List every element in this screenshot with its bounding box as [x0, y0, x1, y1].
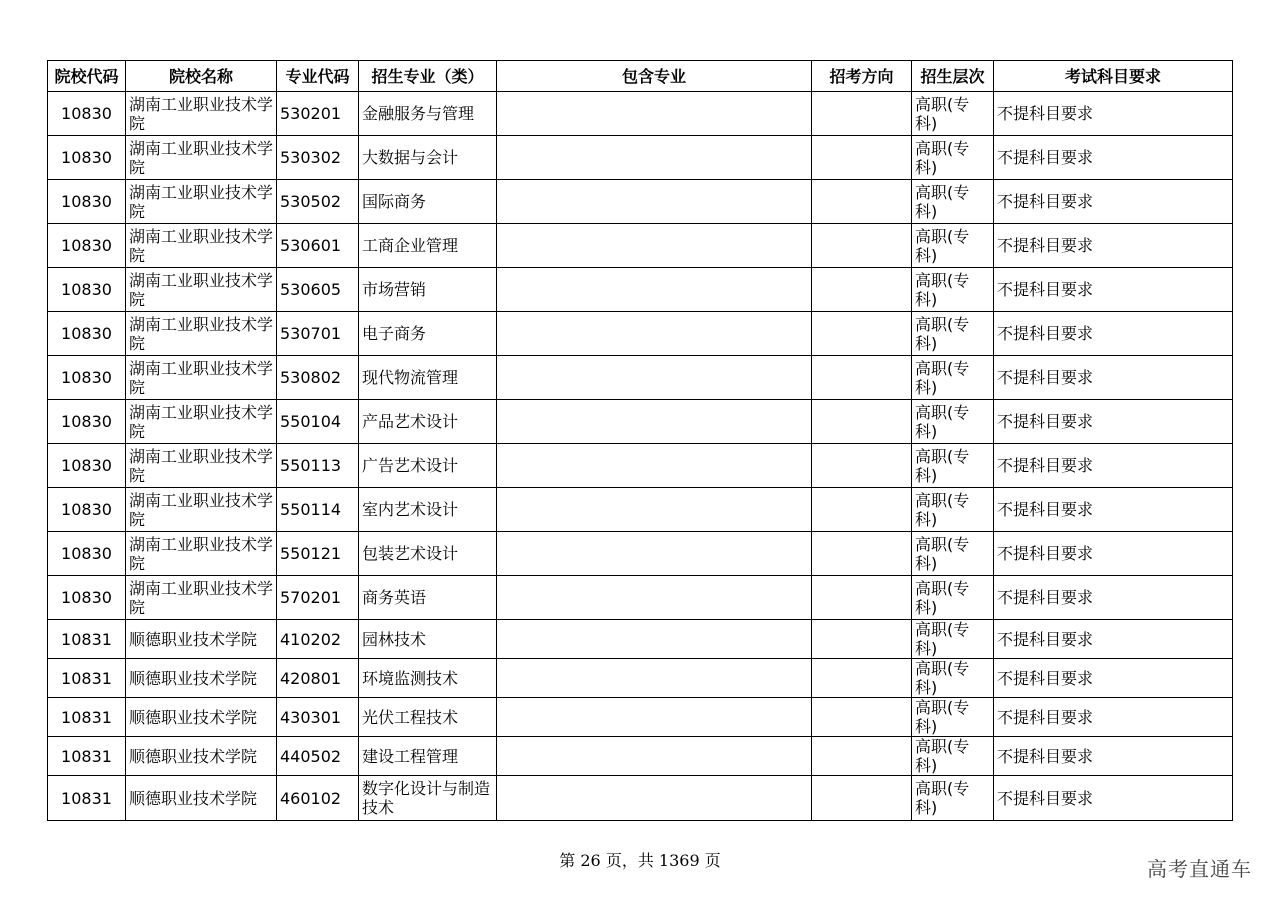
included-majors-cell: [497, 737, 812, 776]
exam-requirement-cell: 不提科目要求: [994, 659, 1233, 698]
school-name-cell: 湖南工业职业技术学院: [126, 92, 277, 136]
major-code-cell: 550104: [277, 400, 359, 444]
table-row: [48, 92, 1233, 136]
direction-cell: [812, 356, 912, 400]
major-code-cell: 410202: [277, 620, 359, 659]
level-cell: 高职(专科): [912, 400, 994, 444]
major-code-cell: 530201: [277, 92, 359, 136]
school-code-cell: 10831: [48, 620, 126, 659]
school-name-cell: 湖南工业职业技术学院: [126, 488, 277, 532]
included-majors-cell: [497, 488, 812, 532]
direction-cell: [812, 444, 912, 488]
level-cell: 高职(专科): [912, 698, 994, 737]
school-name-cell: 湖南工业职业技术学院: [126, 444, 277, 488]
direction-cell: [812, 312, 912, 356]
exam-requirement-cell: 不提科目要求: [994, 532, 1233, 576]
table-row: [48, 576, 1233, 620]
major-cell: 包装艺术设计: [359, 532, 497, 576]
school-code-cell: 10830: [48, 136, 126, 180]
page-footer: 第 26 页，共 1369 页: [559, 851, 721, 870]
major-cell: 市场营销: [359, 268, 497, 312]
included-majors-cell: [497, 400, 812, 444]
table-row: [48, 356, 1233, 400]
level-cell: 高职(专科): [912, 532, 994, 576]
school-code-cell: 10831: [48, 698, 126, 737]
level-cell: 高职(专科): [912, 620, 994, 659]
school-code-cell: 10830: [48, 488, 126, 532]
table-row: [48, 532, 1233, 576]
header-row: [48, 61, 1233, 92]
level-cell: 高职(专科): [912, 488, 994, 532]
admission-table: [47, 60, 1233, 821]
school-code-cell: 10830: [48, 92, 126, 136]
major-cell: 光伏工程技术: [359, 698, 497, 737]
table-row: [48, 488, 1233, 532]
level-cell: 高职(专科): [912, 776, 994, 821]
major-cell: 大数据与会计: [359, 136, 497, 180]
major-code-cell: 530802: [277, 356, 359, 400]
exam-requirement-cell: 不提科目要求: [994, 136, 1233, 180]
level-cell: 高职(专科): [912, 268, 994, 312]
school-name-cell: 湖南工业职业技术学院: [126, 268, 277, 312]
major-cell: 广告艺术设计: [359, 444, 497, 488]
major-code-cell: 530302: [277, 136, 359, 180]
header-school-name: 院校名称: [126, 61, 277, 92]
exam-requirement-cell: 不提科目要求: [994, 737, 1233, 776]
included-majors-cell: [497, 444, 812, 488]
table-row: [48, 776, 1233, 821]
exam-requirement-cell: 不提科目要求: [994, 576, 1233, 620]
table-body: [48, 92, 1233, 821]
header-major-code: 专业代码: [277, 61, 359, 92]
table-row: [48, 444, 1233, 488]
major-code-cell: 460102: [277, 776, 359, 821]
exam-requirement-cell: 不提科目要求: [994, 400, 1233, 444]
school-code-cell: 10830: [48, 268, 126, 312]
school-name-cell: 顺德职业技术学院: [126, 620, 277, 659]
exam-requirement-cell: 不提科目要求: [994, 224, 1233, 268]
major-cell: 室内艺术设计: [359, 488, 497, 532]
school-code-cell: 10830: [48, 180, 126, 224]
major-code-cell: 550121: [277, 532, 359, 576]
exam-requirement-cell: 不提科目要求: [994, 92, 1233, 136]
exam-requirement-cell: 不提科目要求: [994, 312, 1233, 356]
header-direction: 招考方向: [812, 61, 912, 92]
table-row: [48, 620, 1233, 659]
major-code-cell: 420801: [277, 659, 359, 698]
included-majors-cell: [497, 180, 812, 224]
major-code-cell: 550113: [277, 444, 359, 488]
level-cell: 高职(专科): [912, 180, 994, 224]
included-majors-cell: [497, 224, 812, 268]
direction-cell: [812, 576, 912, 620]
header-level: 招生层次: [912, 61, 994, 92]
exam-requirement-cell: 不提科目要求: [994, 444, 1233, 488]
header-school-code: 院校代码: [48, 61, 126, 92]
school-name-cell: 湖南工业职业技术学院: [126, 224, 277, 268]
level-cell: 高职(专科): [912, 356, 994, 400]
table-row: [48, 312, 1233, 356]
major-code-cell: 530601: [277, 224, 359, 268]
major-cell: 电子商务: [359, 312, 497, 356]
exam-requirement-cell: 不提科目要求: [994, 488, 1233, 532]
school-name-cell: 顺德职业技术学院: [126, 737, 277, 776]
school-name-cell: 湖南工业职业技术学院: [126, 180, 277, 224]
major-cell: 产品艺术设计: [359, 400, 497, 444]
included-majors-cell: [497, 532, 812, 576]
major-cell: 现代物流管理: [359, 356, 497, 400]
included-majors-cell: [497, 92, 812, 136]
table-row: [48, 659, 1233, 698]
table-row: [48, 698, 1233, 737]
school-name-cell: 湖南工业职业技术学院: [126, 532, 277, 576]
major-code-cell: 570201: [277, 576, 359, 620]
table-row: [48, 224, 1233, 268]
school-name-cell: 湖南工业职业技术学院: [126, 400, 277, 444]
level-cell: 高职(专科): [912, 576, 994, 620]
school-code-cell: 10830: [48, 444, 126, 488]
major-cell: 环境监测技术: [359, 659, 497, 698]
included-majors-cell: [497, 620, 812, 659]
direction-cell: [812, 224, 912, 268]
table-row: [48, 180, 1233, 224]
direction-cell: [812, 180, 912, 224]
school-code-cell: 10830: [48, 356, 126, 400]
exam-requirement-cell: 不提科目要求: [994, 356, 1233, 400]
school-code-cell: 10830: [48, 312, 126, 356]
major-cell: 工商企业管理: [359, 224, 497, 268]
direction-cell: [812, 136, 912, 180]
level-cell: 高职(专科): [912, 444, 994, 488]
school-code-cell: 10830: [48, 400, 126, 444]
direction-cell: [812, 532, 912, 576]
school-name-cell: 湖南工业职业技术学院: [126, 136, 277, 180]
school-name-cell: 湖南工业职业技术学院: [126, 312, 277, 356]
included-majors-cell: [497, 356, 812, 400]
school-code-cell: 10831: [48, 776, 126, 821]
major-cell: 数字化设计与制造技术: [359, 776, 497, 821]
major-code-cell: 530701: [277, 312, 359, 356]
included-majors-cell: [497, 312, 812, 356]
school-name-cell: 湖南工业职业技术学院: [126, 576, 277, 620]
major-code-cell: 550114: [277, 488, 359, 532]
header-included-majors: 包含专业: [497, 61, 812, 92]
major-code-cell: 440502: [277, 737, 359, 776]
exam-requirement-cell: 不提科目要求: [994, 180, 1233, 224]
major-cell: 商务英语: [359, 576, 497, 620]
table-row: [48, 400, 1233, 444]
school-code-cell: 10830: [48, 532, 126, 576]
level-cell: 高职(专科): [912, 92, 994, 136]
exam-requirement-cell: 不提科目要求: [994, 620, 1233, 659]
included-majors-cell: [497, 659, 812, 698]
direction-cell: [812, 400, 912, 444]
included-majors-cell: [497, 268, 812, 312]
exam-requirement-cell: 不提科目要求: [994, 698, 1233, 737]
school-name-cell: 湖南工业职业技术学院: [126, 356, 277, 400]
direction-cell: [812, 268, 912, 312]
major-cell: 建设工程管理: [359, 737, 497, 776]
included-majors-cell: [497, 136, 812, 180]
direction-cell: [812, 620, 912, 659]
major-cell: 国际商务: [359, 180, 497, 224]
exam-requirement-cell: 不提科目要求: [994, 776, 1233, 821]
direction-cell: [812, 776, 912, 821]
school-name-cell: 顺德职业技术学院: [126, 698, 277, 737]
direction-cell: [812, 698, 912, 737]
school-code-cell: 10831: [48, 737, 126, 776]
watermark: 高考直通车: [1147, 857, 1252, 881]
school-code-cell: 10831: [48, 659, 126, 698]
major-code-cell: 530605: [277, 268, 359, 312]
major-code-cell: 430301: [277, 698, 359, 737]
exam-requirement-cell: 不提科目要求: [994, 268, 1233, 312]
level-cell: 高职(专科): [912, 659, 994, 698]
included-majors-cell: [497, 776, 812, 821]
major-cell: 金融服务与管理: [359, 92, 497, 136]
header-exam-requirement: 考试科目要求: [994, 61, 1233, 92]
table-row: [48, 136, 1233, 180]
school-name-cell: 顺德职业技术学院: [126, 776, 277, 821]
table-row: [48, 268, 1233, 312]
direction-cell: [812, 488, 912, 532]
school-code-cell: 10830: [48, 576, 126, 620]
direction-cell: [812, 659, 912, 698]
school-name-cell: 顺德职业技术学院: [126, 659, 277, 698]
major-code-cell: 530502: [277, 180, 359, 224]
level-cell: 高职(专科): [912, 136, 994, 180]
major-cell: 园林技术: [359, 620, 497, 659]
direction-cell: [812, 92, 912, 136]
included-majors-cell: [497, 698, 812, 737]
school-code-cell: 10830: [48, 224, 126, 268]
table-row: [48, 737, 1233, 776]
header-major: 招生专业（类）: [359, 61, 497, 92]
level-cell: 高职(专科): [912, 224, 994, 268]
level-cell: 高职(专科): [912, 312, 994, 356]
direction-cell: [812, 737, 912, 776]
level-cell: 高职(专科): [912, 737, 994, 776]
included-majors-cell: [497, 576, 812, 620]
